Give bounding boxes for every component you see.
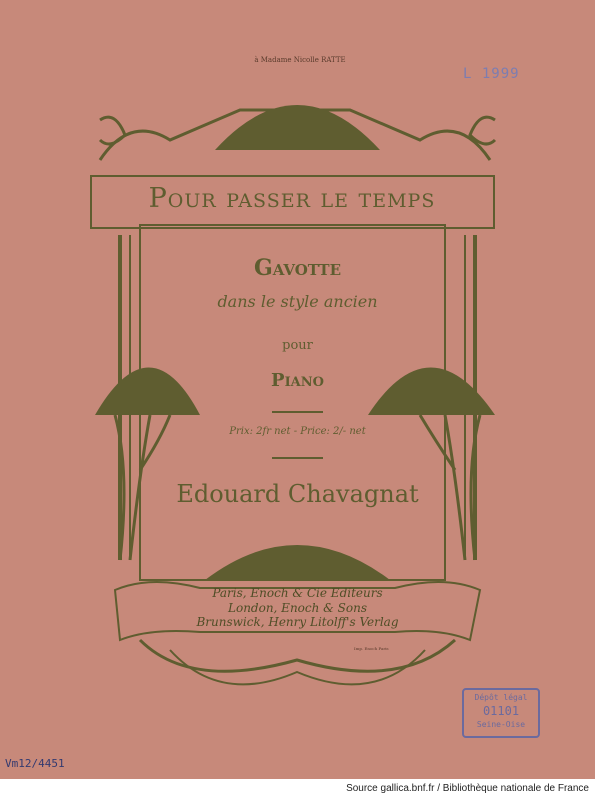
subtitle-gavotte: Gavotte [254,255,341,281]
page-title: Pour passer le temps [148,183,436,214]
footer-bar [0,779,595,800]
dedication: à Madame Nicolle RATTE [254,56,346,64]
subtitle-pour: pour [282,338,313,353]
footer-source-link[interactable]: Source gallica.bnf.fr / Bibliothèque nationale de France [346,783,589,794]
price-text: Prix: 2fr net - Price: 2/- net [229,426,366,437]
imprint: Imp. Enoch Paris [354,646,389,651]
library-stamp: L 1999 [463,66,520,82]
depot-legal-stamp [462,688,540,738]
publisher-line-2: London, Enoch & Sons [228,601,367,615]
publisher-line-1: Paris, Enoch & Cie Editeurs [212,586,383,600]
shelfmark: Vm12/4451 [5,757,65,770]
depot-line-1: Dépôt légal [474,693,528,702]
publisher-line-3: Brunswick, Henry Litolff's Verlag [196,615,399,629]
composer-name: Edouard Chavagnat [176,480,419,508]
depot-line-2: 01101 [482,704,520,718]
bottom-bush [205,545,390,580]
subtitle-style: dans le style ancien [217,292,378,311]
subtitle-piano: Piano [271,370,324,391]
depot-line-3: Seine-Oise [476,720,526,729]
